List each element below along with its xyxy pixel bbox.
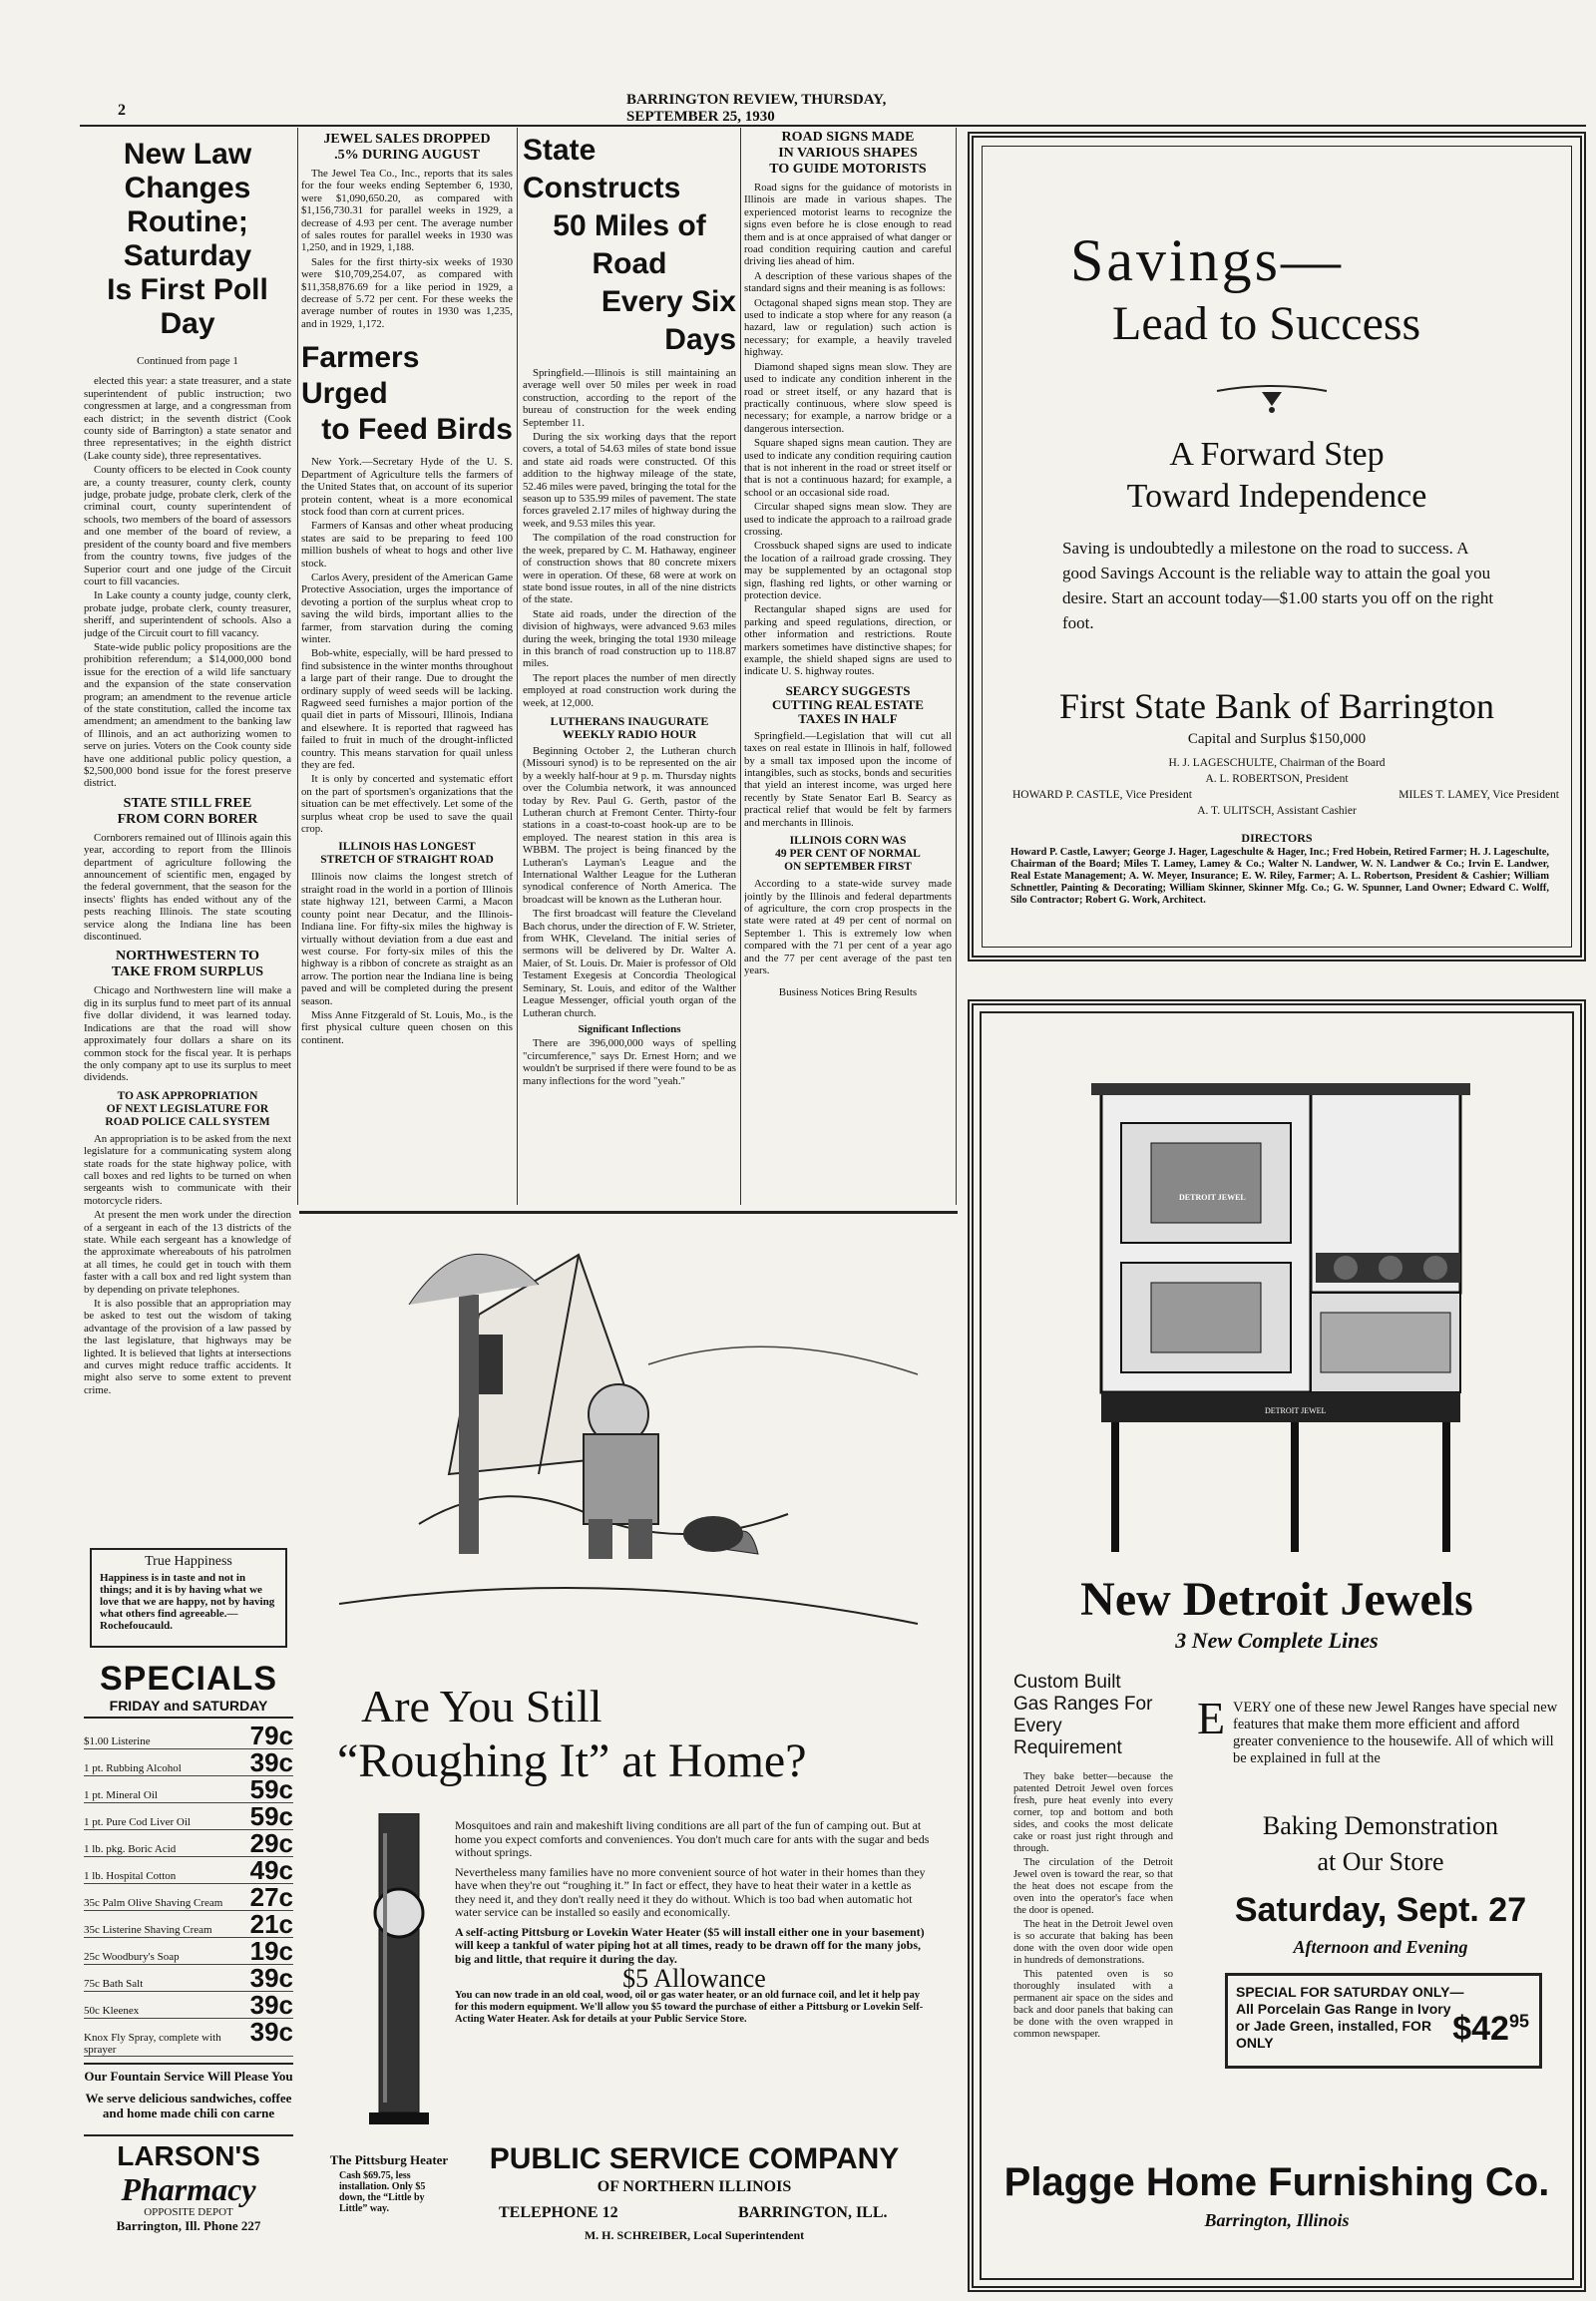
bank-copy: Saving is undoubtedly a milestone on the road to success. A good Savings Account is the reliable way to attain the goal you desire. Start an account today—$1.00 starts you off on the right foot. (1062, 539, 1494, 632)
price-item-name: 1 pt. Mineral Oil (84, 1789, 158, 1801)
article-paragraph: An appropriation is to be asked from the next legislature for a communicating system along state roads for the state highway police, with call boxes and red lights to be turned on when sergeants wish to communicate with their motorcycle riders. (84, 1132, 291, 1207)
article-paragraph: State aid roads, under the direction of the division of highways, were advanced 9.63 miles during the week, bringing the total 1930 mileage in this branch of road construction up to 118.87 miles. (523, 607, 736, 670)
allowance-heading: $5 Allowance (622, 1964, 766, 1993)
article-paragraph: Square shaped signs mean caution. They are used to indicate any condition requiring caution that is not inherent in the road or street itself or that is not a continuous hazard; for example, a school or an occasional side road. (744, 437, 952, 499)
oven-label: DETROIT JEWEL (1179, 1193, 1246, 1202)
demo-date: Saturday, Sept. 27 (1234, 1891, 1527, 1929)
column-rule (517, 128, 518, 1205)
heater-copy: Mosquitoes and rain and makeshift living conditions are all part of the fun of camping out. But at home you expect comforts and conveniences. You don't much care for ants with the sugar and beds without springs. Nevertheless many families have no more convenient source of hot water in their homes than they have when they're out “roughing it.” In fact or effect, they have to heat their water in a kettle as they need it, and they don't really need it they do without. Which is too bad when automatic hot water service can be installed so easily and economically. A self-acting Pittsburg or Lovekin Water Heater ($5 will install either one in your basement) will keep a tankful of water piping hot at all times, ready to be drawn off for the many jobs, big and little, that require it during the day. $5 Allowance You can now trade in an old coal, wood, oil or gas water heater, or an old furnace coil, and let it help pay for this modern equipment. We'll allow you $5 toward the purchase of either a Pittsburg or Lovekin Self-Acting Water Heater. Ask for details at your Public Service Store. (455, 1819, 934, 2026)
article-paragraph: During the six working days that the report covers, a total of 54.63 miles of state bond issue and state aid roads were constructed. Of this addition to the highway mileage of the state, 52.46 miles were paved, bringing the total for the season up to 535.99 miles of pavement. The state forces graveled 2.17 miles of highway during the week, and 9.53 miles this year. (523, 431, 736, 530)
article-paragraph: Springfield.—Illinois is still maintaining an average well over 50 miles per week in road construction, according to the report of the bureau of construction for the week ending September 11. (523, 367, 736, 429)
price-item-price: 59c (249, 1774, 293, 1804)
drop-cap: E (1197, 1693, 1226, 1743)
headline-searcy: SEARCY SUGGESTS CUTTING REAL ESTATE TAXES IN HALF (772, 682, 924, 726)
article-paragraph: It is only by concerted and systematic effort on the part of sportsmen's organizations that the situation can be met effectively. Let some of the surplus wheat crop be used to save the quail crop. (301, 773, 513, 836)
demo-line-1: Baking Demonstration (1262, 1811, 1499, 1840)
company-supt: M. H. SCHREIBER, Local Superintendent (584, 2228, 805, 2242)
stove-town: Barrington, Illinois (1204, 2210, 1350, 2230)
article-paragraph: Octagonal shaped signs mean stop. They are used to indicate a stop where for any reason (a hazard, law or regulation) such action is necessary; for example, a heavily traveled highway. (744, 296, 952, 359)
specials-subtitle: FRIDAY and SATURDAY (84, 1698, 293, 1719)
company-city: BARRINGTON, ILL. (738, 2204, 888, 2221)
price-item-name: 25c Woodbury's Soap (84, 1951, 180, 1963)
store-word: Pharmacy (121, 2171, 256, 2207)
article-paragraph: Beginning October 2, the Lutheran church (Missouri synod) is to be represented on the air by a weekly half-hour at 9 p. m. Thursday nights over the Columbia network, it was announced today by Rev. Paul G. Gerth, pastor of the Lutheran church at Fremont Center. Thirty-four stations in a coast-to-coast hook-up are to be employed. The nearest station in this area is WBBM. The project is being financed by the Lutheran's Layman's League and the International Walther League for the Lutheran synodical conference of North America. The broadcast will be known as the Lutheran hour. (523, 744, 736, 906)
company-name: PUBLIC SERVICE COMPANY (489, 2142, 900, 2175)
bank-headline-2: Lead to Success (1112, 297, 1421, 350)
price-row (84, 1830, 293, 1857)
masthead (80, 92, 968, 125)
heater-headline-2: “Roughing It” at Home? (337, 1734, 807, 1787)
heater-caption: Cash $69.75, less installation. Only $5 down, the “Little by Little” way. (339, 2170, 426, 2214)
column-rule (956, 128, 957, 1205)
price-item-name: Knox Fly Spray, complete with sprayer (84, 2032, 221, 2056)
article-paragraph: County officers to be elected in Cook county are, a county treasurer, county clerk, county judge, probate judge, probate clerk, clerk of the criminal court, county superintendent of schools, two members of the board of assessors and one member of the board of review, a president of the county board and five members from the country towns, five judges of the Superior court and one judge of the Circuit court to fill vacancies. (84, 464, 291, 587)
bank-sub-1: A Forward Step (1169, 436, 1385, 473)
serve-text: We serve delicious sandwiches, coffee and home made chili con carne (85, 2091, 292, 2120)
bank-ad (968, 132, 1586, 961)
ornament-icon (1212, 376, 1332, 416)
price-item-name: 50c Kleenex (84, 2005, 140, 2017)
stove-title: New Detroit Jewels (1080, 1573, 1473, 1626)
column-rule (297, 128, 298, 1205)
price-row (84, 1723, 293, 1749)
page-number: 2 (118, 102, 126, 119)
bank-capital: Capital and Surplus $150,000 (1187, 731, 1367, 747)
article-paragraph: Miss Anne Fitzgerald of St. Louis, Mo., is the first physical culture queen chosen on this continent. (301, 1008, 513, 1046)
footer-note: Business Notices Bring Results (778, 986, 918, 999)
price-item-price: 39c (249, 2017, 293, 2047)
article-paragraph: Crossbuck shaped signs are used to indicate the location of a railroad grade crossing. They may be supplemented by an octagonal stop sign, flashing red lights, or other warning or protection device. (744, 540, 952, 601)
price-item-name: 1 lb. pkg. Boric Acid (84, 1843, 177, 1855)
article-paragraph: Bob-white, especially, will be hard pressed to find subsistence in the winter months throughout a large part of their range. Due to drought the ordinary supply of weed seeds will be lacking. Ragweed seed furnishes a major portion of the quail diet in parts of Missouri, Illinois, Indiana and elsewhere. It is reported that ragweed has failed to fruit in much of the drought-inflicted country. This means starvation for quail unless they are fed. (301, 647, 513, 772)
bank-vp-1: HOWARD P. CASTLE, Vice President (1012, 789, 1192, 801)
heater-headline-1: Are You Still (361, 1681, 602, 1731)
article-paragraph: Farmers of Kansas and other wheat producing states are said to be preparing to feed 100 million bushels of wheat to hogs and other live stock. (301, 520, 513, 570)
headline-road-signs: ROAD SIGNS MADE IN VARIOUS SHAPES TO GUIDE MOTORISTS (769, 130, 927, 177)
bank-president: A. L. ROBERTSON, President (1205, 773, 1349, 785)
price-row (84, 2019, 293, 2057)
article-paragraph: A description of these various shapes of the standard signs and their meaning is as follows: (744, 269, 952, 295)
price-row (84, 1965, 293, 1992)
headline-lutherans: LUTHERANS INAUGURATE WEEKLY RADIO HOUR (550, 713, 709, 741)
specials-ad (84, 1660, 293, 2233)
article-paragraph: Diamond shaped signs mean slow. They are used to indicate any condition inherent in the road or street itself, or any hazard that is practically continuous, where slow speed is necessary; for example, a narrow bridge or a dangerous intersection. (744, 360, 952, 435)
headline-jewel-sales: JEWEL SALES DROPPED .5% DURING AUGUST (323, 132, 491, 163)
heater-caption-title: The Pittsburg Heater (329, 2152, 449, 2167)
stove-store: Plagge Home Furnishing Co. (1003, 2160, 1550, 2204)
price-row (84, 1749, 293, 1776)
price-row (84, 1857, 293, 1884)
heater-ad-top-rule (299, 1211, 958, 1214)
company-sub: OF NORTHERN ILLINOIS (597, 2178, 792, 2195)
bank-chairman: H. J. LAGESCHULTE, Chairman of the Board (1168, 757, 1386, 769)
water-heater-illustration (349, 1813, 449, 2142)
article-paragraph: There are 396,000,000 ways of spelling "circumference," says Dr. Ernest Horn; and we wouldn't be surprised if there were found to be as many inflections for the word "yeah." (523, 1037, 736, 1087)
article-paragraph: Cornborers remained out of Illinois again this year, according to report from the Illinois department of agriculture following the announcement of scientific men, engaged by the federal government, that the season for the insects' flights has ended without any of the pests reaching Illinois. The state scouting service along the Indiana line has been discontinued. (84, 831, 291, 944)
masthead-title: BARRINGTON REVIEW, THURSDAY, SEPTEMBER 25, 1930 (626, 92, 887, 125)
article-paragraph: The Jewel Tea Co., Inc., reports that its sales for the four weeks ending September 6, 1930, were $1,090,650.20, as compared with $1,156,730.31 for parallel weeks in 1929, a decrease of 4.93 per cent. The average number of sales routes for parallel weeks in 1930 was 1,250, and in 1929, 1,188. (301, 168, 513, 254)
price-item-price: 79c (249, 1721, 293, 1750)
price-item-price: 39c (249, 1963, 293, 1993)
article-paragraph: Carlos Avery, president of the American Game Protective Association, urges the importance of devoting a portion of the surplus wheat crop to saving the wild birds, important allies to the farmer, from starvation during the coming winter. (301, 571, 513, 645)
column-4 (744, 130, 952, 1203)
bank-vp-2: MILES T. LAMEY, Vice President (1398, 789, 1559, 801)
bank-headline-1: Savings— (1070, 227, 1345, 293)
masthead-rule (80, 125, 1586, 127)
price-row (84, 1911, 293, 1938)
demo-time: Afternoon and Evening (1293, 1937, 1468, 1957)
heater-ad (299, 1215, 958, 2294)
headline-corn-borer: STATE STILL FREE FROM CORN BORER (117, 795, 258, 827)
bank-name: First State Bank of Barrington (1059, 686, 1494, 726)
article-paragraph: State-wide public policy propositions are the prohibition referendum; a $14,000,000 bond issue for the erection of a wild life sanctuary and the expansion of the state conservation program; an amendment to the revenue article of the state constitution, called the income tax amendment; an amendment to the banking law of Illinois, and an act authorizing women to serve on juries. Voters on the Cook county side have one additional public policy question, a $2,500,000 bond issue for the forest preserve district. (84, 640, 291, 790)
special-price: $\$42^{95}$ (1452, 2010, 1529, 2048)
column-2 (301, 130, 513, 1203)
stove-ad (968, 999, 1586, 2292)
article-paragraph: The compilation of the road construction for the week, prepared by C. M. Hathaway, engineer of construction shows that 80 concrete mixers were in operation. Of these, 68 were at work on state bond issue routes, in all of the nine districts of the state. (523, 532, 736, 606)
article-paragraph: elected this year: a state treasurer, and a state superintendent of public instruction; two congressmen at large, and a congressman from each district; in the seventh district (Cook county side of Barrington) a state senator and three representatives; in the eighth district (Lake county side), three representatives. (84, 375, 291, 462)
headline-straight-road: ILLINOIS HAS LONGEST STRETCH OF STRAIGHT ROAD (320, 841, 494, 867)
price-item-price: 39c (249, 1990, 293, 2020)
article-paragraph: The report places the number of men directly employed at road construction work during the week, at 12,000. (523, 671, 736, 709)
article-paragraph: According to a state-wide survey made jointly by the Illinois and federal departments of agriculture, the corn crop prospects in the state were rated at 49 per cent of normal on September 1. This is extremely low when compared with the 71 per cent of a year ago and the 77 per cent average of the past ten years. (744, 878, 952, 976)
headline-new-law: New Law Changes Routine; Saturday Is First Poll Day (107, 138, 268, 340)
camping-illustration (319, 1225, 938, 1664)
headline-corn: ILLINOIS CORN WAS 49 PER CENT OF NORMAL ON SEPTEMBER FIRST (775, 835, 921, 874)
price-item-name: 1 pt. Rubbing Alcohol (84, 1762, 182, 1774)
fountain-text: Our Fountain Service Will Please You (84, 2063, 293, 2085)
price-item-price: 19c (249, 1936, 293, 1966)
article-paragraph: Rectangular shaped signs are used for parking and speed regulations, direction, or other information and restrictions. Route markers sometimes have distinctive shapes; for example, the shield shaped signs are used to indicate U. S. highway routes. (744, 603, 952, 678)
headline-inflections: Significant Inflections (578, 1022, 681, 1035)
column-1 (84, 130, 291, 1666)
article-paragraph: It is also possible that an appropriation may be asked to test out the wisdom of taking advantage of the provision of a law passed by the last legislature, that highways may be lighted. It is believed that lights at intersections and curves might reduce traffic accidents. It might also serve to some extent to prevent crime. (84, 1298, 291, 1396)
special-box: SPECIAL FOR SATURDAY ONLY—All Porcelain Gas Range in Ivory or Jade Green, installed, FOR ONLY $\$42^{95}$ (1225, 1973, 1542, 2069)
price-list (84, 1723, 293, 2057)
stove-left-head: Custom Built Gas Ranges For Every Requirement (1013, 1672, 1153, 1758)
headline-road-police: TO ASK APPROPRIATION OF NEXT LEGISLATURE FOR ROAD POLICE CALL SYSTEM (105, 1089, 270, 1128)
continued-note: Continued from page 1 (137, 355, 238, 367)
bank-cashier: A. T. ULITSCH, Assistant Cashier (1197, 805, 1357, 817)
price-row (84, 1938, 293, 1965)
article-paragraph: Illinois now claims the longest stretch of straight road in the world in a portion of Illinois state highway 121, between Carmi, a Macon county point near Decatur, and the Illinois-Indiana line. For fifty-six miles the highway is virtually without deviation from a due east and west course. For forty-six miles of this the highway is a ribbon of concrete as straight as an arrow. The portion near the Indiana line is being paved and will be completed during the present season. (301, 871, 513, 1007)
store-name: LARSON'S (84, 2134, 293, 2172)
happiness-box (90, 1548, 287, 1648)
store-address: Barrington, Ill. Phone 227 (116, 2218, 261, 2233)
price-item-name: 1 lb. Hospital Cotton (84, 1870, 177, 1882)
headline-northwestern: NORTHWESTERN TO TAKE FROM SURPLUS (111, 949, 264, 980)
article-paragraph: Chicago and Northwestern line will make a dig in its surplus fund to meet part of its annual five dollar dividend, it was learned today. Indications are that the road will show approximately four dollars a share on its common stock for the fiscal year. It is perhaps the only company apt to use its surplus to meet dividends. (84, 984, 291, 1084)
stove-subtitle: 3 New Complete Lines (1175, 1628, 1379, 1653)
price-item-price: 49c (249, 1855, 293, 1885)
bank-directors: Howard P. Castle, Lawyer; George J. Hager, Lageschulte & Hager, Inc.; Fred Hobein, Retired Farmer; H. J. Lageschulte, Chairman of the Board; Miles T. Lamey, Lamey & Co.; Walter N. Landwer, W. N. Landwer & Co.; Irvin E. Landwer, Real Estate Management; A. W. Meyer, Insurance; E. W. Riley, Farmer; A. L. Robertson, President & Cashier; William Schnettler, Painting & Decorating; William Skinner, Skinner Mfg. Co.; G. W. Spunner, Land Owner; Edward C. Wolff, Silo Contractor; Robert G. Work, Architect. (1010, 847, 1549, 906)
price-item-name: 35c Palm Olive Shaving Cream (84, 1897, 223, 1909)
bank-directors-title: DIRECTORS (1241, 831, 1313, 845)
price-item-price: 27c (249, 1882, 293, 1912)
stove-left-body: They bake better—because the patented Detroit Jewel oven forces fresh, pure heat evenly into every corner, top and bottom and both sides, and cooks the most delicate cake or roast just right through and through. The circulation of the Detroit Jewel oven is toward the rear, so that the heat does not escape from the oven into the operator's face when the door is opened. The heat in the Detroit Jewel oven is so accurate that baking has been done with the oven door wide open in hundreds of demonstrations. This patented oven is so thoroughly insulated with a permanent air space on the sides and back and door panels that baking can be done with the oven wrapped in common newspaper. (1013, 1771, 1173, 2040)
price-item-price: 29c (249, 1828, 293, 1858)
column-rule (740, 128, 741, 1205)
specials-title: SPECIALS (99, 1660, 278, 1698)
price-row (84, 1803, 293, 1830)
demo-line-2: at Our Store (1317, 1847, 1444, 1876)
column-3 (523, 130, 736, 1203)
gas-range-illustration (1091, 1053, 1470, 1572)
price-item-name: 35c Listerine Shaving Cream (84, 1924, 212, 1936)
article-paragraph: Circular shaped signs mean slow. They are used to indicate the approach to a railroad grade crossing. (744, 501, 952, 538)
nameplate-label: DETROIT JEWEL (1265, 1406, 1327, 1415)
article-paragraph: Road signs for the guidance of motorists in Illinois are made in various shapes. The experienced motorist learns to recognize the signs even before he is close enough to read them and is at once appraised of what danger or road condition requiring caution and careful driving lies ahead of him. (744, 182, 952, 268)
price-item-name: 1 pt. Pure Cod Liver Oil (84, 1816, 191, 1828)
headline-state-constructs: State Constructs 50 Miles of Road Every Six Days (523, 134, 736, 356)
happiness-text: Happiness is in taste and not in things; and it is by having what we love that we are happy, not by having what others find agreeable.—Rochefoucauld. (100, 1572, 275, 1632)
stove-right-text: VERY one of these new Jewel Ranges have special new features that make them more efficient and afford greater convenience to the housewife. All of which will be explained in full at the (1233, 1700, 1558, 1766)
price-item-price: 21c (249, 1909, 293, 1939)
article-paragraph: In Lake county a county judge, county clerk, probate judge, probate clerk, county treasurer, sheriff, and superintendent of schools. Also a judge of the Circuit court to fill vacancy. (84, 589, 291, 639)
price-item-price: 39c (249, 1747, 293, 1777)
happiness-title: True Happiness (145, 1554, 232, 1569)
bank-sub-2: Toward Independence (1126, 478, 1427, 515)
price-row (84, 1884, 293, 1911)
article-paragraph: Springfield.—Legislation that will cut all taxes on real estate in Illinois in half, followed by a small tax imposed upon the income of intangibles, such as stocks, bonds and securities that yield an interest income, was urged here recently by State Senator Earl B. Searcy as practical relief that would be felt by farmers and merchants in Illinois. (744, 729, 952, 829)
article-paragraph: The first broadcast will feature the Cleveland Bach chorus, under the direction of F. W. Strieter, from WHK, Cleveland. The initial series of sermons will be delivered by Dr. Walter A. Maier, of St. Louis. Dr. Maier is professor of Old Testament Exegesis at Concordia Theological Seminary, St. Louis, and editor of the Walther League Messenger, official youth organ of the Lutheran church. (523, 908, 736, 1019)
store-location: OPPOSITE DEPOT (144, 2206, 233, 2218)
price-row (84, 1776, 293, 1803)
article-paragraph: Sales for the first thirty-six weeks of 1930 were $10,709,254.07, as compared with $11,358,876.69 for a like period in 1929, a decrease of 5.72 per cent. For these weeks the average number of routes in 1930 was 1,235, and in 1929, 1,172. (301, 255, 513, 330)
headline-farmers: Farmers Urged to Feed Birds (301, 341, 513, 447)
price-row (84, 1992, 293, 2019)
price-item-name: $1.00 Listerine (84, 1735, 151, 1747)
price-item-price: 59c (249, 1801, 293, 1831)
price-item-name: 75c Bath Salt (84, 1978, 144, 1990)
company-phone: TELEPHONE 12 (499, 2204, 618, 2221)
article-paragraph: At present the men work under the direction of a sergeant in each of the 13 districts of the state. While each sergeant has a knowledge of the approximate whereabouts of his patrolmen at all times, he could get in touch with them faster with a call box and red light system than by depending on private telephones. (84, 1209, 291, 1296)
article-paragraph: New York.—Secretary Hyde of the U. S. Department of Agriculture tells the farmers of the United States that, on account of its superior protein content, wheat is a more economical stock food than corn at current prices. (301, 456, 513, 518)
